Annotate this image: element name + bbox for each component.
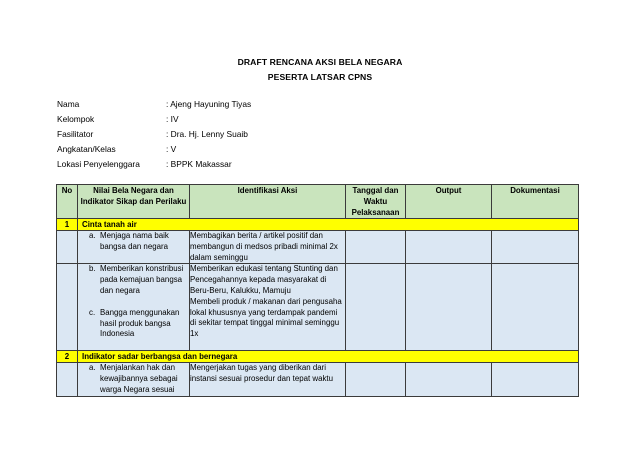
header-tanggal: Tanggal dan Waktu Pelaksanaan [346, 185, 406, 219]
section-title: Cinta tanah air [78, 219, 579, 231]
header-no: No [57, 185, 78, 219]
info-row-lokasi [57, 157, 251, 172]
header-identifikasi: Identifikasi Aksi [190, 185, 346, 219]
indicator-item [78, 231, 189, 253]
info-value: : V [166, 144, 177, 154]
action-plan-table [56, 184, 579, 397]
info-value: : Dra. Hj. Lenny Suaib [166, 129, 248, 139]
indicator-text: Bangga menggunakan hasil produk bangsa Indonesia [100, 307, 180, 339]
action-text: Memberikan edukasi tentang Stunting dan Pencegahannya kepada masyarakat di Beru-Beru, Kalukku, Mamuju [190, 264, 338, 295]
info-label: Lokasi Penyelenggara [57, 159, 140, 169]
info-value: : IV [166, 114, 179, 124]
info-label: Angkatan/Kelas [57, 144, 116, 154]
section-number: 1 [57, 219, 78, 231]
indicator-text: Memberikan konstribusi pada kemajuan bangsa dan negara [100, 264, 184, 295]
info-value: : BPPK Makassar [166, 159, 232, 169]
document-subtitle: PESERTA LATSAR CPNS [267, 72, 373, 82]
info-label: Kelompok [57, 114, 95, 124]
section-title: Indikator sadar berbangsa dan bernegara [78, 351, 579, 363]
item-letter: b. [89, 264, 96, 274]
indicator-text: Menjalankan hak dan kewajibannya sebagai warga Negara sesuai [100, 363, 178, 394]
document-title: DRAFT RENCANA AKSI BELA NEGARA [237, 57, 403, 67]
action-text: Membagikan berita / artikel positif dan membangun di medsos pribadi minimal 2x dalam seminggu [190, 231, 346, 264]
action-text: Mengerjakan tugas yang diberikan dari instansi sesuai prosedur dan tepat waktu [190, 363, 346, 396]
table-row [57, 264, 579, 351]
item-letter: a. [89, 231, 96, 240]
info-label: Nama [57, 99, 80, 109]
header-output: Output [406, 185, 492, 219]
participant-info [57, 97, 251, 172]
table-row [57, 231, 579, 264]
info-row-nama [57, 97, 251, 112]
section-number: 2 [57, 351, 78, 363]
header-nilai: Nilai Bela Negara dan Indikator Sikap dan Perilaku [78, 185, 190, 219]
indicator-item [78, 308, 189, 340]
indicator-item [78, 363, 189, 395]
indicator-text: Menjaga nama baik bangsa dan negara [100, 231, 169, 251]
info-label: Fasilitator [57, 129, 94, 139]
action-text: Membeli produk / makanan dari pengusaha lokal khususnya yang terdampak pandemi di sekitar tempat tinggal minimal seminggu 1x [190, 296, 342, 339]
info-row-angkatan [57, 142, 251, 157]
info-row-kelompok [57, 112, 251, 127]
item-letter: c. [89, 307, 96, 317]
section-row-1 [57, 219, 579, 231]
section-row-2 [57, 351, 579, 363]
info-row-fasilitator [57, 127, 251, 142]
info-value: : Ajeng Hayuning Tiyas [166, 99, 252, 109]
header-dokumentasi: Dokumentasi [492, 185, 579, 219]
item-letter: a. [89, 363, 96, 373]
indicator-item [78, 264, 189, 296]
table-header-row [57, 185, 579, 219]
table-row [57, 363, 579, 396]
